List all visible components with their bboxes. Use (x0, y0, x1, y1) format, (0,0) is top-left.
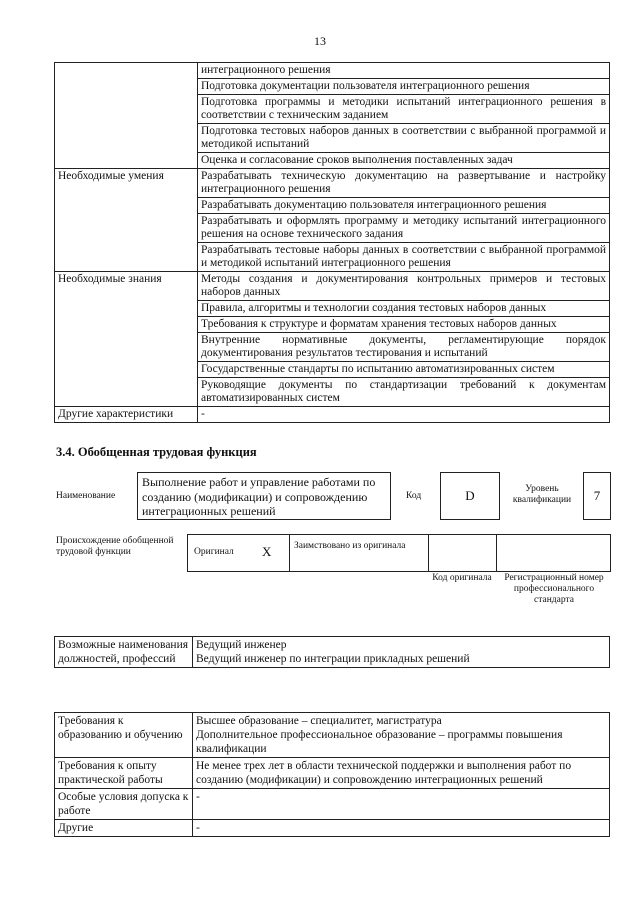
experience-label: Требования к опыту практической работы (55, 758, 193, 789)
borrowed-label: Заимствовано из оригинала (294, 541, 406, 551)
position-item: Ведущий инженер по интеграции прикладных решений (196, 653, 470, 665)
table-cell: Подготовка документации пользователя интеграционного решения (198, 79, 610, 95)
table-cell: Правила, алгоритмы и технологии создания тестовых наборов данных (198, 301, 610, 317)
table-cell: интеграционного решения (198, 63, 610, 79)
table-row (55, 758, 610, 789)
table-cell: Подготовка тестовых наборов данных в соответствии с выбранной программой и методикой испытаний (198, 124, 610, 153)
cell-divider (289, 534, 290, 572)
level-label: Уровень квалификации (512, 484, 572, 505)
name-label: Наименование (56, 491, 116, 501)
table-row (55, 713, 610, 758)
original-mark: X (262, 544, 272, 559)
table-cell: Государственные стандарты по испытанию автоматизированных систем (198, 362, 610, 378)
cell-divider (496, 534, 497, 572)
origin-label: Происхождение обобщенной трудовой функции (56, 536, 174, 557)
row-label (55, 63, 198, 169)
original-label: Оригинал (194, 547, 234, 557)
qualification-level-value: 7 (583, 472, 611, 520)
reg-number-caption: Регистрационный номер профессионального стандарта (504, 573, 604, 605)
table-row (55, 637, 610, 668)
positions-table (54, 636, 610, 668)
table-cell: - (198, 407, 610, 423)
admission-label: Особые условия допуска к работе (55, 789, 193, 820)
table-cell: Требования к структуре и форматам хранения тестовых наборов данных (198, 317, 610, 333)
table-cell: Руководящие документы по стандартизации требований к документам автоматизированных систем (198, 378, 610, 407)
positions-values (193, 637, 610, 668)
table-cell: Оценка и согласование сроков выполнения поставленных задач (198, 153, 610, 169)
table-row (55, 789, 610, 820)
table-cell: Внутренние нормативные документы, регламентирующие порядок документирования результатов тестирования и испытаний (198, 333, 610, 362)
row-label-knowledge: Необходимые знания (55, 272, 198, 407)
table-cell: Разрабатывать тестовые наборы данных в соответствии с выбранной программой и методикой испытаний интеграционного решения (198, 243, 610, 272)
position-item: Ведущий инженер (196, 639, 287, 651)
requirements-table (54, 712, 610, 837)
requirement-item: Высшее образование – специалитет, магистратура (196, 715, 442, 727)
section-title: 3.4. Обобщенная трудовая функция (56, 445, 257, 459)
row-label-skills: Необходимые умения (55, 169, 198, 272)
code-original-caption: Код оригинала (432, 573, 492, 583)
table-cell: Разрабатывать и оформлять программу и методику испытаний интеграционного решения на основе технического задания (198, 214, 610, 243)
table-row (55, 820, 610, 837)
gtf-name-value: Выполнение работ и управление работами по созданию (модификации) и сопровождению интеграционных решений (137, 472, 391, 520)
code-label: Код (406, 491, 422, 501)
requirement-item: - (193, 820, 610, 837)
table-cell: Разрабатывать документацию пользователя интеграционного решения (198, 198, 610, 214)
table-cell: Подготовка программы и методики испытаний интеграционного решения в соответствии с техническим заданием (198, 95, 610, 124)
education-label: Требования к образованию и обучению (55, 713, 193, 758)
table-row (55, 63, 610, 79)
row-label-other: Другие характеристики (55, 407, 198, 423)
gtf-code-value: D (440, 472, 500, 520)
requirement-item: Не менее трех лет в области технической поддержки и выполнения работ по созданию (модификации) и сопровождению интеграционных решений (193, 758, 610, 789)
other-label: Другие (55, 820, 193, 837)
table-row (55, 407, 610, 423)
page-number: 13 (314, 34, 326, 48)
positions-label: Возможные наименования должностей, профессий (55, 637, 193, 668)
education-values (193, 713, 610, 758)
origin-row (187, 534, 611, 572)
table-row (55, 169, 610, 198)
table-cell: Разрабатывать техническую документацию на развертывание и настройку интеграционного решения (198, 169, 610, 198)
cell-divider (428, 534, 429, 572)
table-cell: Методы создания и документирования контрольных примеров и тестовых наборов данных (198, 272, 610, 301)
requirement-item: - (193, 789, 610, 820)
table-row (55, 272, 610, 301)
requirement-item: Дополнительное профессиональное образование – программы повышения квалификации (196, 729, 563, 755)
competency-table (54, 62, 610, 423)
